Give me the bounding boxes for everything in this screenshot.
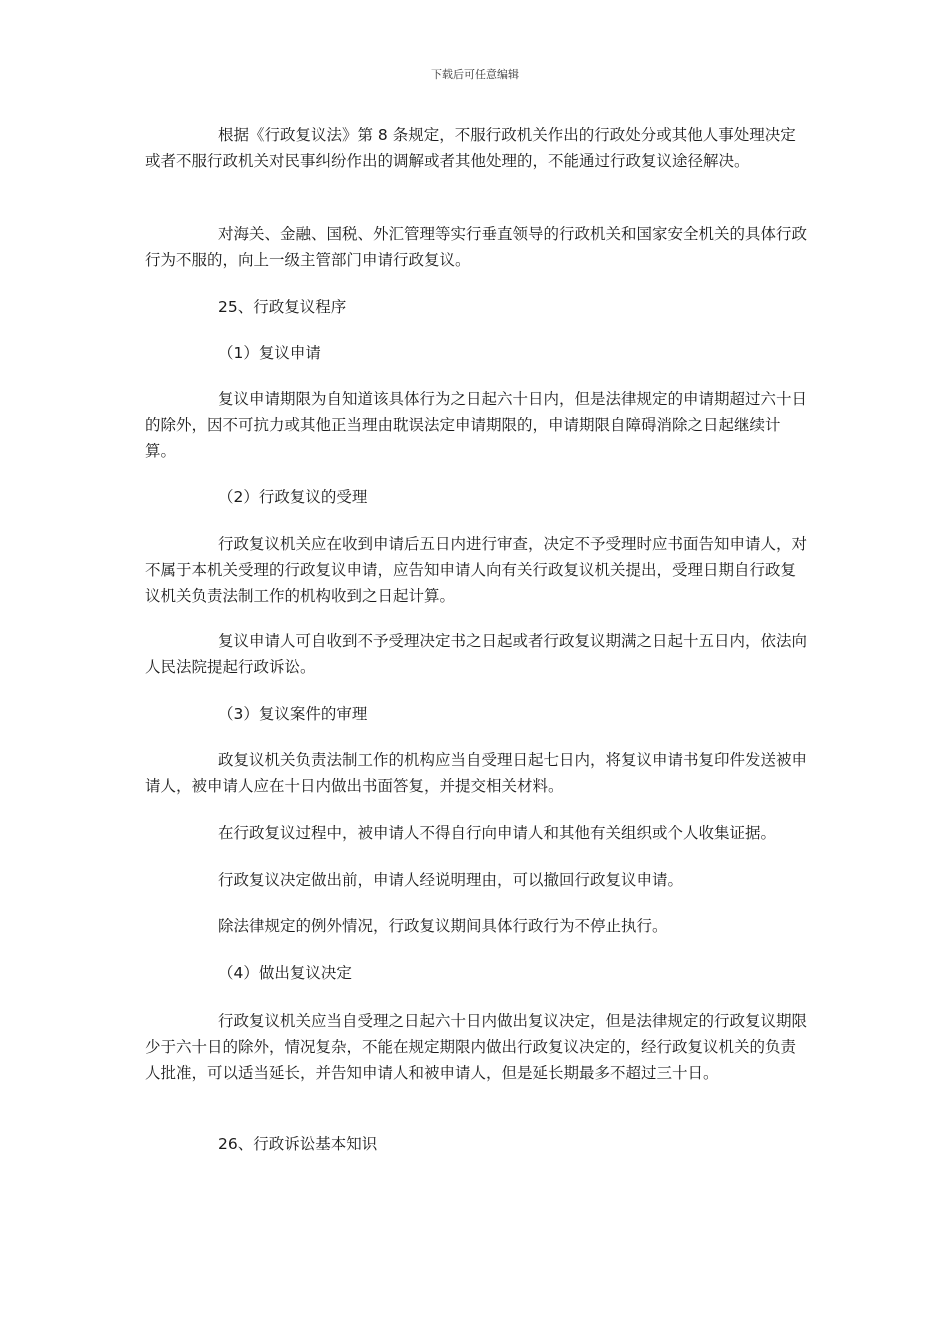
section-heading-26: 26、行政诉讼基本知识 [218, 1135, 378, 1153]
paragraph-7: 在行政复议过程中，被申请人不得自行向申请人和其他有关组织或个人收集证据。 [218, 824, 777, 842]
section-heading-25: 25、行政复议程序 [218, 298, 347, 316]
page-header: 下载后可任意编辑 [431, 68, 519, 81]
subheading-4: （4）做出复议决定 [218, 964, 352, 982]
subheading-1: （1）复议申请 [218, 344, 321, 362]
paragraph-4: 行政复议机关应在收到申请后五日内进行审查，决定不予受理时应书面告知申请人，对不属于本机关受理的行政复议申请，应告知申请人向有关行政复议机关提出，受理日期自行政复议机关负责法制工作的机构收到之日起计算。 [145, 535, 808, 605]
paragraph-9: 除法律规定的例外情况，行政复议期间具体行政行为不停止执行。 [218, 917, 668, 935]
paragraph-2: 对海关、金融、国税、外汇管理等实行垂直领导的行政机关和国家安全机关的具体行政行为不服的，向上一级主管部门申请行政复议。 [145, 225, 808, 269]
paragraph-3: 复议申请期限为自知道该具体行为之日起六十日内，但是法律规定的申请期超过六十日的除外，因不可抗力或其他正当理由耽误法定申请期限的，申请期限自障碍消除之日起继续计算。 [145, 390, 808, 460]
paragraph-6: 政复议机关负责法制工作的机构应当自受理日起七日内，将复议申请书复印件发送被申请人，被申请人应在十日内做出书面答复，并提交相关材料。 [145, 751, 808, 795]
paragraph-10: 行政复议机关应当自受理之日起六十日内做出复议决定，但是法律规定的行政复议期限少于六十日的除外，情况复杂，不能在规定期限内做出行政复议决定的，经行政复议机关的负责人批准，可以适当延长，并告知申请人和被申请人，但是延长期最多不超过三十日。 [145, 1012, 808, 1082]
paragraph-5: 复议申请人可自收到不予受理决定书之日起或者行政复议期满之日起十五日内，依法向人民法院提起行政诉讼。 [145, 632, 808, 676]
subheading-3: （3）复议案件的审理 [218, 705, 368, 723]
paragraph-8: 行政复议决定做出前，申请人经说明理由，可以撤回行政复议申请。 [218, 871, 684, 889]
subheading-2: （2）行政复议的受理 [218, 488, 368, 506]
paragraph-1: 根据《行政复议法》第 8 条规定，不服行政机关作出的行政处分或其他人事处理决定或者不服行政机关对民事纠纷作出的调解或者其他处理的，不能通过行政复议途径解决。 [145, 126, 796, 170]
